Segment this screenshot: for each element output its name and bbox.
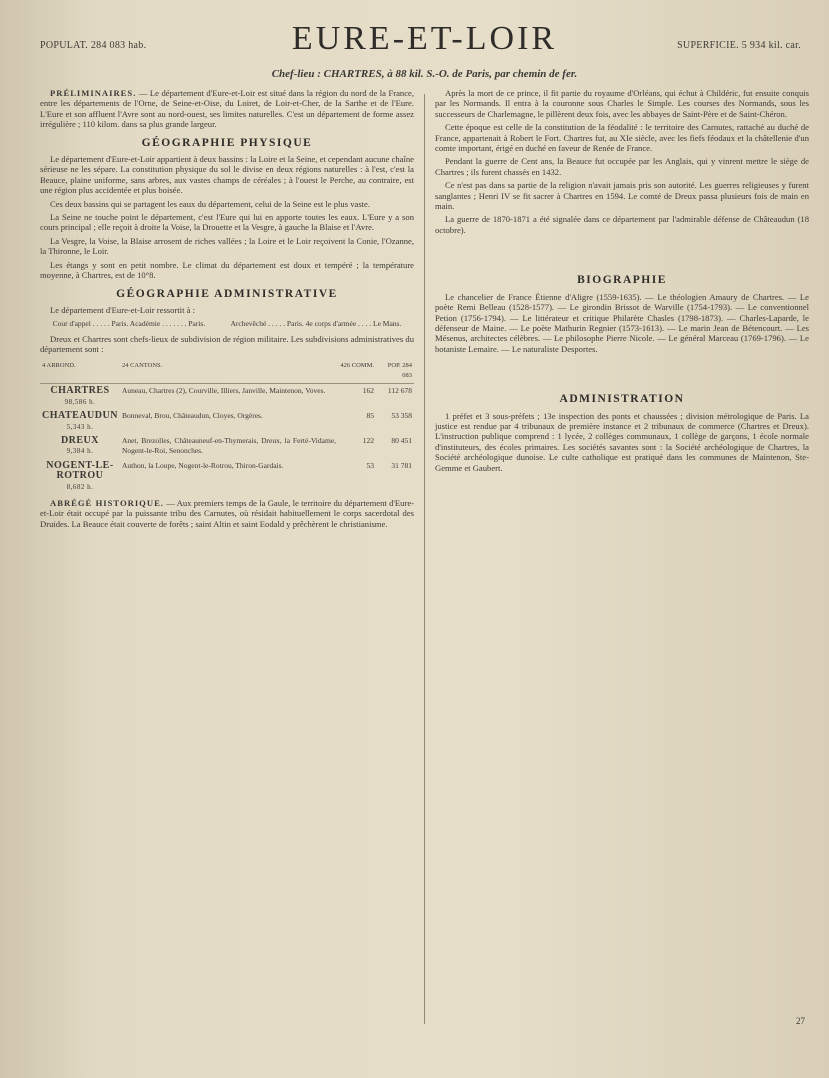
arrondissement-pop: 8,682 h. (66, 482, 94, 491)
history-paragraph: Cette époque est celle de la constitution de la féodalité : le territoire des Carnutes, rattaché au duché de France, appartenait à Robert le Fort. Chartres fut, au XIe siècle, avec les fiefs féodaux et la châtellenie d'un comte important, érigé en duché en faveur de Renée de France. (435, 122, 809, 154)
arrondissement-communes: 53 (366, 460, 374, 470)
table-header-cell: 4 ARROND. (40, 359, 120, 384)
abrege-historique-paragraph (40, 498, 414, 529)
arrondissement-pop: 98,586 h. (64, 397, 96, 406)
superficie-label: SUPERFICIE. 5 934 kil. car. (677, 40, 801, 51)
administration-paragraph: 1 préfet et 3 sous-préfets ; 13e inspection des ponts et chaussées ; division métrologique de Paris. La justice est rendue par 4 tribunaux de première instance et 2 tribunaux de commerce (Chartres et Dreux). L'instruction publique comprend : 1 lycée, 2 collèges communaux, 1 collège de garçons, 1 école normale d'instituteurs, des écoles primaires. Les sociétés savantes sont : la Société archéologique de Chartres, la Société archéologique dunoise. Le culte catholique est pratiqué dans les communes de Maintenon, Ste-Gemme et Gaubert. (435, 410, 809, 473)
arrondissement-pop: 5,343 h. (66, 422, 94, 431)
page-title: EURE-ET-LOIR (291, 20, 558, 57)
arrondissement-name: NOGENT-LE-ROTROU (46, 459, 114, 482)
geo-phys-paragraph: Les étangs y sont en petit nombre. Le climat du département est doux et tempéré ; la température moyenne, à Chartres, est de 10°8. (40, 259, 414, 281)
arrondissement-population: 80 451 (391, 435, 412, 445)
arrondissement-population: 31 781 (391, 460, 412, 470)
arrondissement-cantons: Authon, la Loupe, Nogent-le-Rotrou, Thiron-Gardais. (121, 460, 284, 470)
geo-admin-intro: Le département d'Eure-et-Loir ressortit à : (50, 304, 195, 315)
table-row (40, 434, 414, 459)
geo-phys-paragraph: La Seine ne touche point le département, c'est l'Eure qui lui en apporte toutes les eaux. L'Eure y a son cours principal ; elle reçoit à droite la Voise, la Drouette et la Vesgre, à gauche la Blaise et l'Avre. (40, 212, 414, 233)
arrondissement-pop: 9,384 h. (66, 447, 94, 456)
column-divider (424, 94, 425, 1024)
history-paragraph: Pendant la guerre de Cent ans, la Beauce fut occupée par les Anglais, qui y vinrent mettre le siège de Chartres ; ils furent chassés en 1432. (435, 156, 809, 177)
population-label: POPULAT. 284 083 hab. (40, 40, 147, 51)
jurisdiction-right: Archevêché . . . . . Paris. 4e corps d'armée . . . . Le Mans. (230, 319, 402, 329)
arrondissement-cantons: Bonneval, Brou, Châteaudun, Cloyes, Orgères. (121, 411, 263, 421)
two-column-body (40, 88, 809, 1024)
preliminaires-paragraph (40, 88, 414, 130)
table-header-cell: POP. 284 083 (376, 359, 414, 384)
geo-phys-paragraph: Ces deux bassins qui se partagent les eaux du département, celui de la Seine est le plus vaste. (50, 198, 371, 209)
jurisdiction-left: Cour d'appel . . . . . Paris. Académie . . . . . . . Paris. (52, 319, 206, 329)
admin-note: Dreux et Chartres sont chefs-lieux de subdivision de région militaire. Les subdivisions administratives du département sont : (40, 333, 414, 355)
arrondissement-population: 53 358 (391, 411, 412, 421)
table-header-row (40, 359, 414, 384)
jurisdiction-box (40, 319, 414, 329)
preliminaires-text: — Le département d'Eure-et-Loir est situé dans la région du nord de la France, entre les départements de l'Orne, de Seine-et-Oise, du Loiret, de Loir-et-Cher, de la Sarthe et de l'Eure. L'Eure et son affluent l'Avre sont au nord-ouest, ses limites naturelles. C'est un département de forme assez irrégulière ; 110 kilom. dans sa plus grande largeur. (40, 88, 414, 130)
arrondissement-communes: 162 (362, 386, 374, 396)
arrondissement-name: CHATEAUDUN (42, 410, 118, 422)
left-column (40, 88, 414, 1024)
table-row (40, 409, 414, 434)
arrondissement-cantons: Auneau, Chartres (2), Courville, Illiers, Janville, Maintenon, Voves. (121, 386, 326, 396)
section-geographie-physique: GÉOGRAPHIE PHYSIQUE (141, 136, 313, 149)
arrondissement-name: DREUX (60, 434, 99, 446)
chef-lieu-line: Chef-lieu : CHARTRES, à 88 kil. S.-O. de Paris, par chemin de fer. (271, 68, 578, 80)
table-header-cell: 426 COMM. (338, 359, 376, 384)
arrondissement-name: CHARTRES (50, 385, 110, 397)
arrondissement-cantons: Anet, Brezolles, Châteauneuf-en-Thymerais, Dreux, la Ferté-Vidame, Nogent-le-Roi, Senonches. (121, 435, 336, 456)
table-header-cell: 24 CANTONS. (120, 359, 338, 384)
section-administration: ADMINISTRATION (559, 393, 685, 406)
section-geographie-administrative: GÉOGRAPHIE ADMINISTRATIVE (116, 287, 338, 300)
page-number: 27 (796, 1016, 805, 1026)
page-header (40, 18, 809, 88)
geo-phys-paragraph: La Vesgre, la Voise, la Blaise arrosent de riches vallées ; la Loire et le Loir reçoivent la Conie, l'Ozanne, la Thironne, le Loir. (40, 235, 414, 257)
section-biographie: BIOGRAPHIE (577, 274, 667, 287)
preliminaires-lead: PRÉLIMINAIRES. (50, 88, 137, 98)
arrondissement-communes: 85 (366, 411, 374, 421)
biographie-paragraph: Le chancelier de France Étienne d'Aligre (1559-1635). — Le théologien Amaury de Chartres. — Le poète Remi Belleau (1528-1577). — Le girondin Brissot de Warville (1754-1793). — Le conventionnel Petion (1756-1794). — Le littérateur et critique Philarète Chasles (1798-1873). — Charles-Laparde, le défenseur de Maine. — Le poète Mathurin Regnier (1573-1613). — Le marin Jean de Bétencourt. — Les Mésenus, architectes célèbres. — Le philosophe Pierre Nicole. — Le général Marceau (1769-1796). — Le botaniste Lemaire. — Le naturaliste Desportes. (435, 291, 809, 354)
arrondissement-population: 112 678 (387, 386, 412, 396)
geo-phys-paragraph: Le département d'Eure-et-Loir appartient à deux bassins : la Loire et la Seine, et cependant aucune chaîne sérieuse ne les sépare. La constitution physique du sol le divise en deux régions naturelles : à l'est, c'est la Beauce, plaine uniforme, sans arbres, aux vastes champs de céréales ; à l'ouest le Perche, au contraire, est une région plus accidentée et plus boisée. (40, 154, 414, 196)
arrondissements-table (40, 359, 414, 494)
table-row (40, 459, 414, 494)
history-paragraph: La guerre de 1870-1871 a été signalée dans ce département par l'admirable défense de Châteaudun (18 octobre). (435, 214, 809, 235)
abrege-text: — Aux premiers temps de la Gaule, le territoire du département d'Eure-et-Loir était occupé par la puissante tribu des Carnutes, où résidait habituellement le corps sacerdotal des Druides. La Beauce était couverte de forêts ; saint Altin et saint Eodald y prêchèrent le christianisme. (40, 498, 414, 529)
abrege-lead: ABRÉGÉ HISTORIQUE. (50, 498, 164, 508)
history-paragraph: Ce n'est pas dans sa partie de la religion n'avait jamais pris son autorité. Les guerres religieuses y furent sanglantes ; Henri IV se fit sacrer à Chartres en 1594. Le comté de Dreux passa plusieurs fois de main en main. (435, 180, 809, 212)
right-column (435, 88, 809, 1024)
table-row (40, 384, 414, 409)
history-paragraph: Après la mort de ce prince, il fit partie du royaume d'Orléans, qui échut à Childéric, fut ensuite conquis par les Normands. Il entra à la couronne sous Charles le Simple. Les courses des Normands, sous les successeurs de Charlemagne, le pillèrent deux fois, avec les abbayes de Saint-Père et de Saint-Chéron. (435, 88, 809, 119)
arrondissement-communes: 122 (362, 435, 374, 445)
